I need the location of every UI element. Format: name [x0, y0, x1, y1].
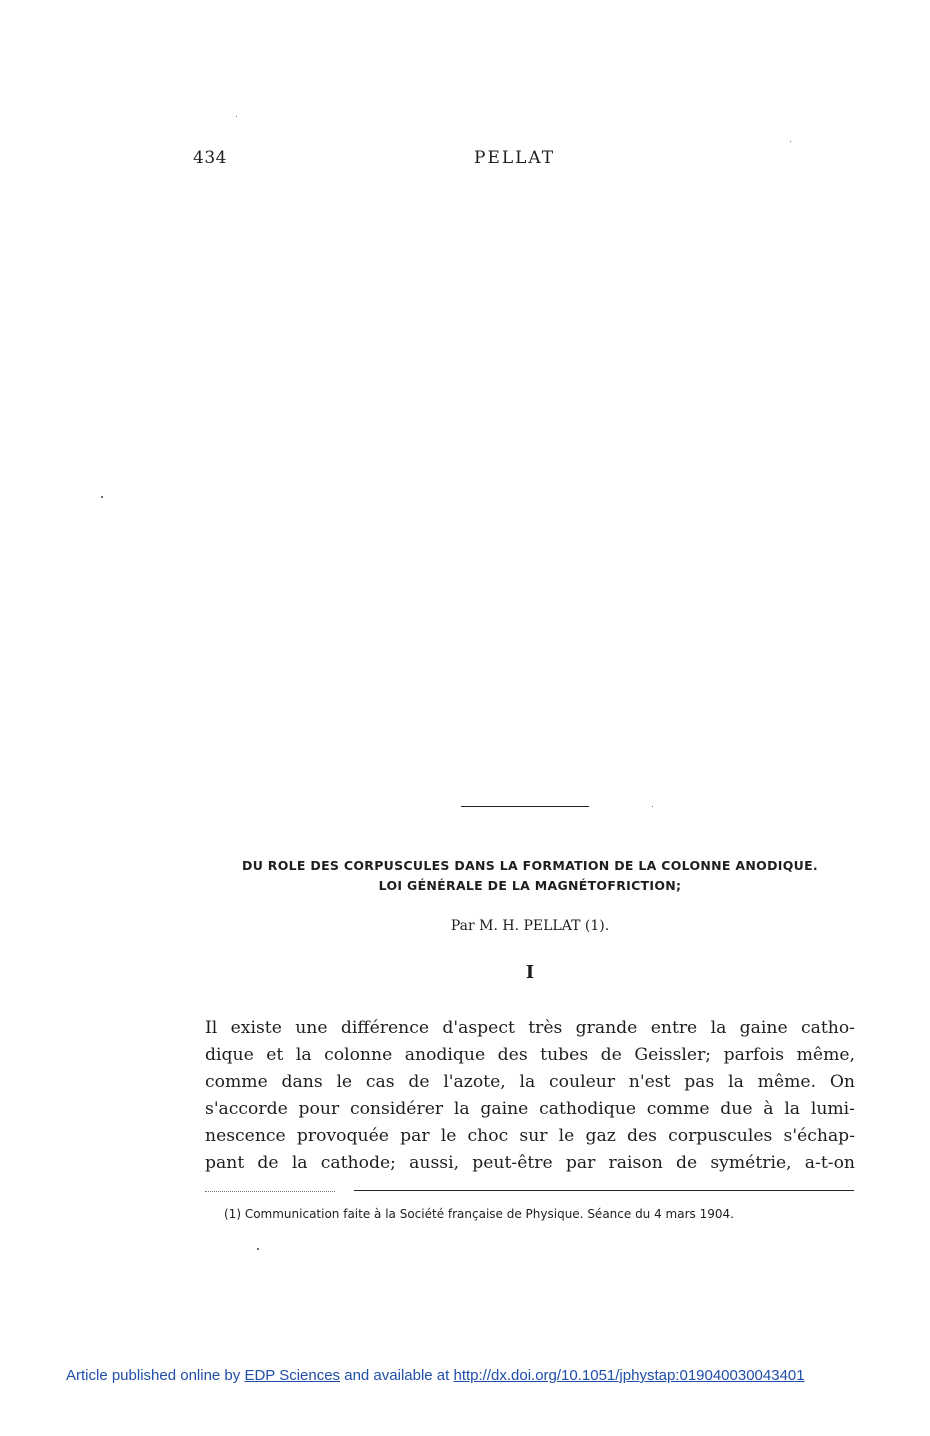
- scan-speck: [257, 1248, 259, 1250]
- page-number: 434: [193, 148, 227, 168]
- publisher-bar: [66, 1367, 805, 1384]
- footnote-mark: (1): [224, 1207, 241, 1221]
- publisher-middle: and available at: [340, 1367, 454, 1384]
- article-title: [195, 856, 865, 896]
- footnote-rule: [354, 1190, 854, 1191]
- body-line: s'accorde pour considérer la gaine cathodique comme due à la lumi-: [205, 1099, 855, 1119]
- article-title-line-2: LOI GÉNÉRALE DE LA MAGNÉTOFRICTION;: [378, 878, 682, 893]
- scan-speck: [652, 806, 653, 807]
- byline-note-mark: (1).: [584, 918, 610, 934]
- publisher-prefix: Article published online by: [66, 1367, 245, 1384]
- running-head: PELLAT: [474, 148, 556, 168]
- footnote: [224, 1207, 856, 1221]
- byline-author: Par M. H. PELLAT: [450, 918, 581, 934]
- title-rule: [461, 806, 589, 807]
- footnote-text: Communication faite à la Société française de Physique. Séance du 4 mars 1904.: [244, 1207, 734, 1221]
- publisher-link[interactable]: EDP Sciences: [244, 1367, 341, 1384]
- body-line: dique et la colonne anodique des tubes de Geissler; parfois même,: [205, 1045, 855, 1065]
- section-numeral: I: [525, 962, 535, 983]
- body-line: nescence provoquée par le choc sur le gaz des corpuscules s'échap-: [205, 1126, 855, 1146]
- scan-speck: [101, 496, 103, 498]
- footnote-rule-fragment: [205, 1191, 335, 1192]
- body-line: Il existe une différence d'aspect très grande entre la gaine catho-: [205, 1018, 855, 1038]
- scan-speck: [790, 141, 791, 142]
- byline: [200, 918, 860, 934]
- body-line: comme dans le cas de l'azote, la couleur n'est pas la même. On: [205, 1072, 855, 1092]
- scan-speck: [236, 116, 237, 117]
- body-paragraph: [205, 1015, 855, 1177]
- article-title-line-1: DU ROLE DES CORPUSCULES DANS LA FORMATION DE LA COLONNE ANODIQUE.: [242, 858, 818, 873]
- doi-link[interactable]: http://dx.doi.org/10.1051/jphystap:019040030043401: [453, 1367, 805, 1384]
- body-line: pant de la cathode; aussi, peut-être par raison de symétrie, a-t-on: [205, 1153, 855, 1173]
